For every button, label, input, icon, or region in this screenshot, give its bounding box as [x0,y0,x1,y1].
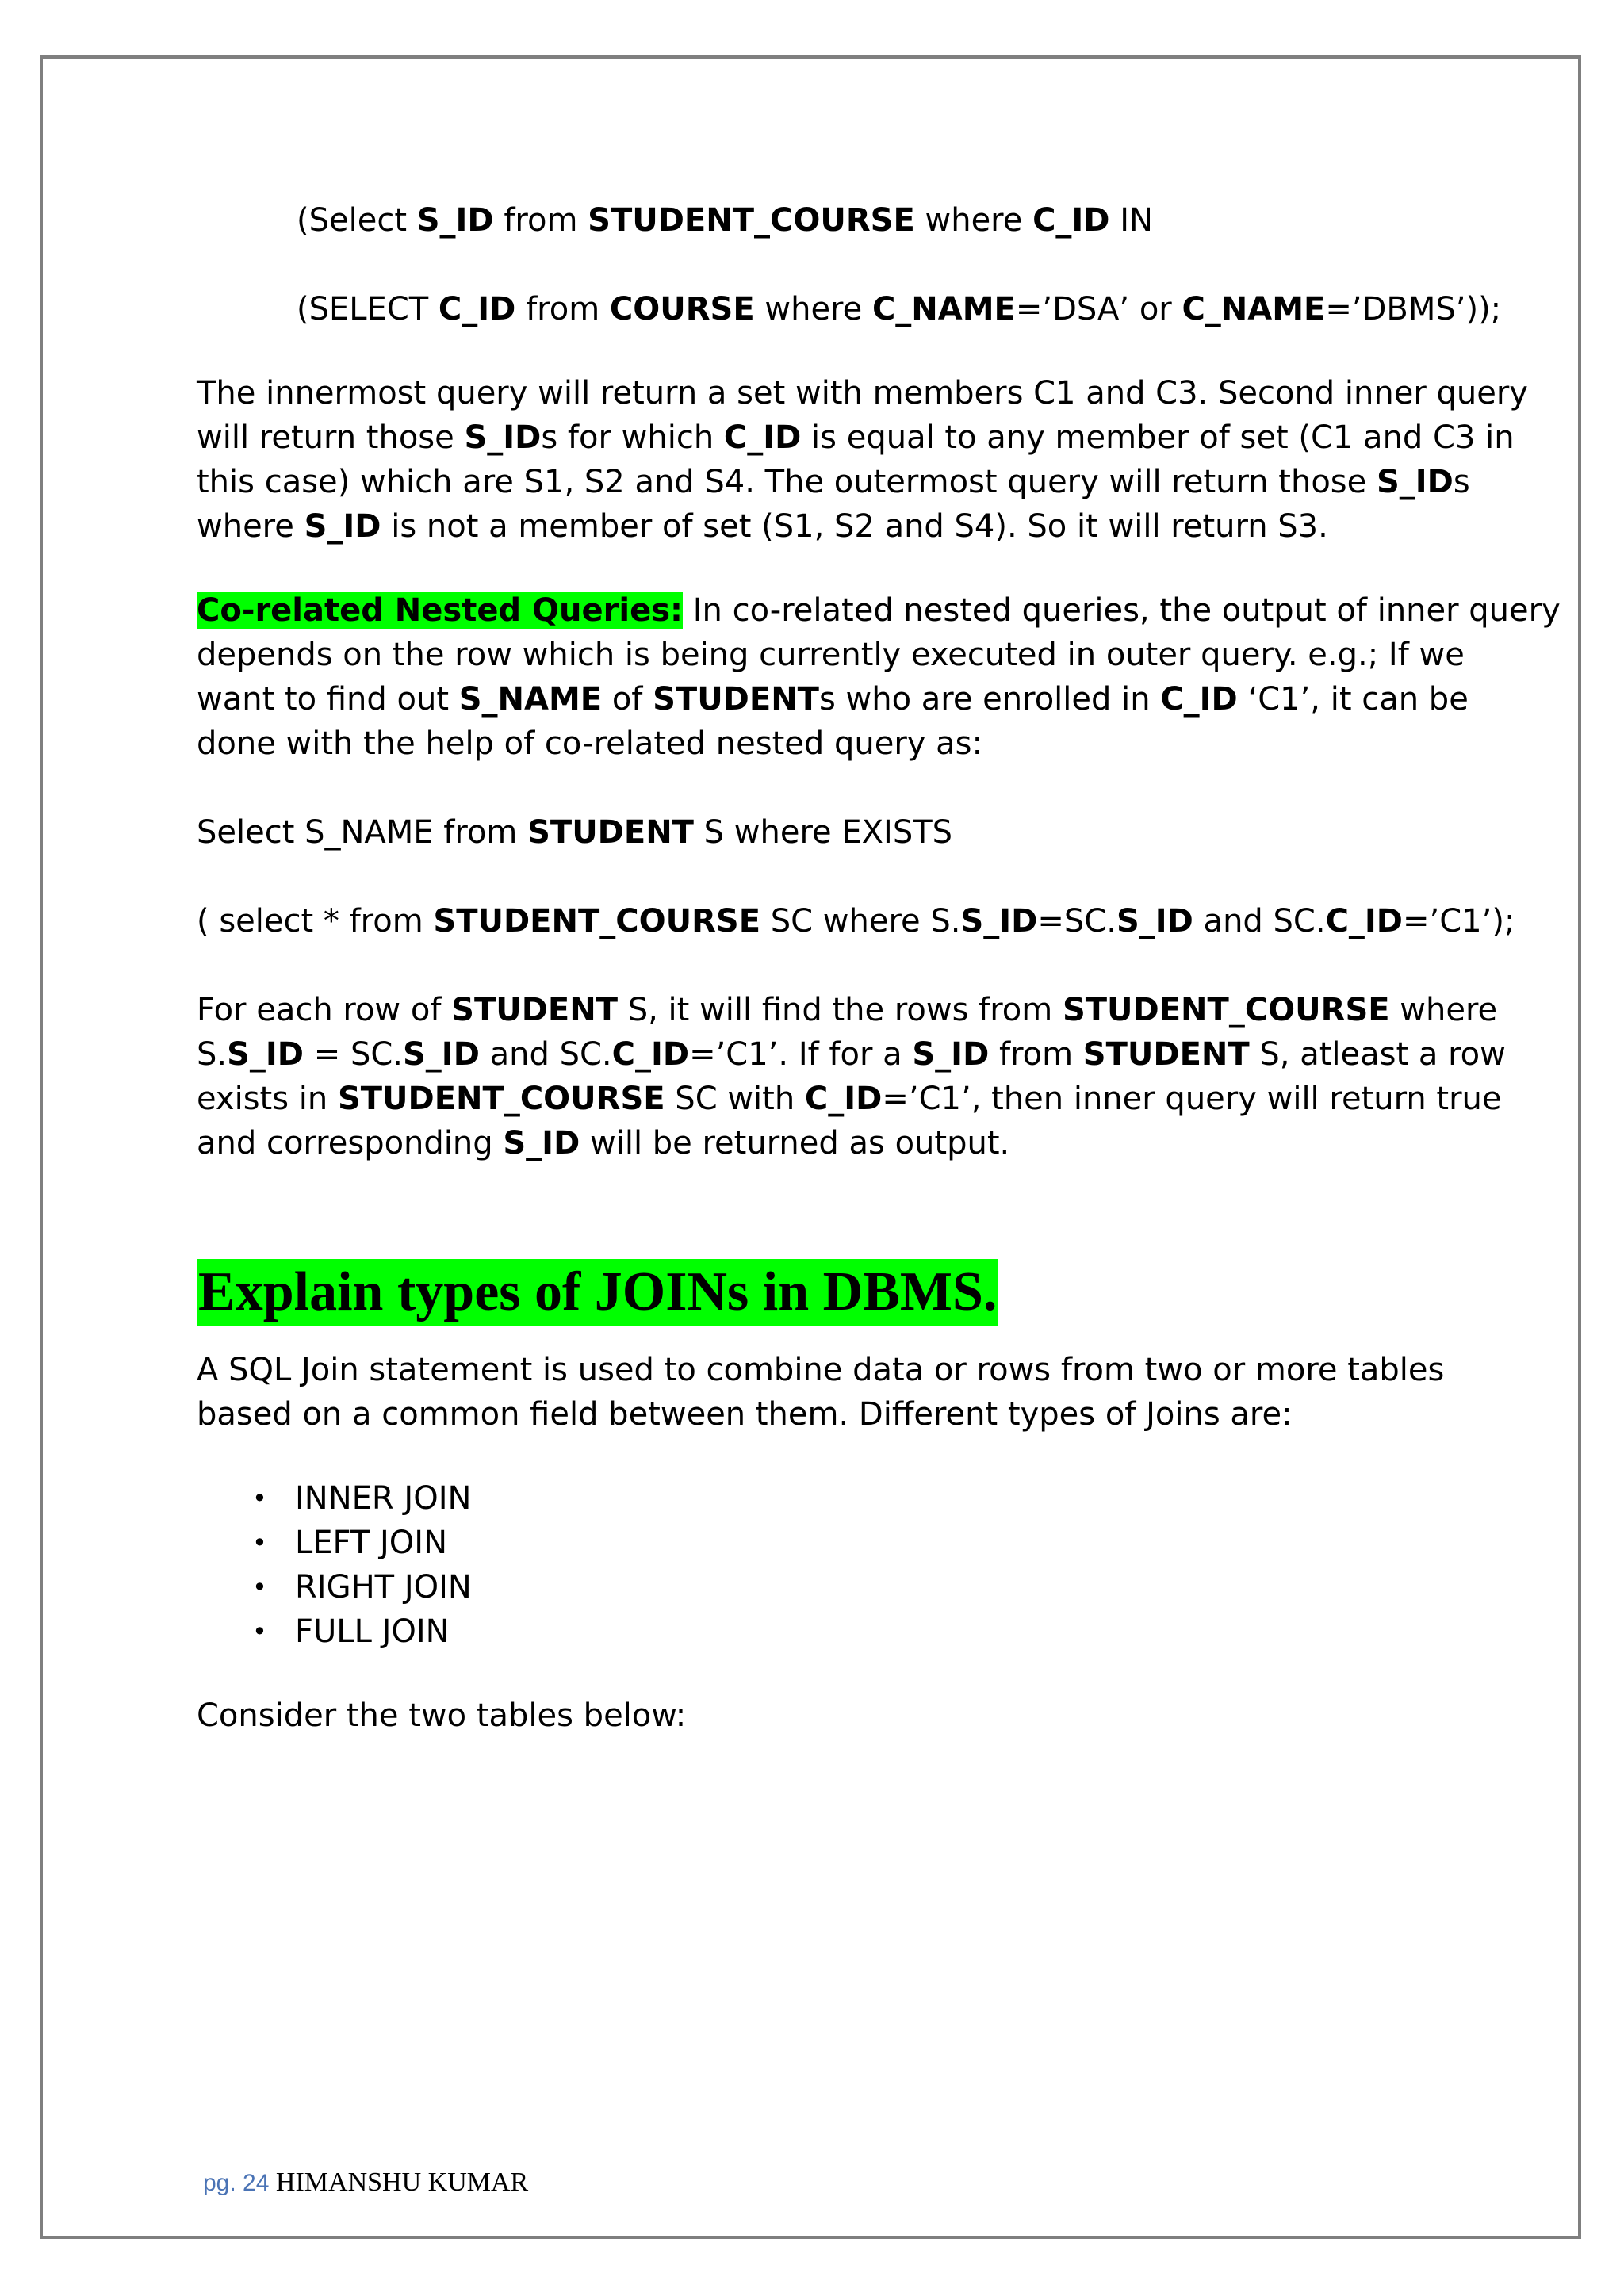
bullet-icon: • [252,1528,267,1558]
text: COURSE [609,291,755,327]
text: STUDENT_COURSE [337,1081,665,1117]
para2-line1 [197,588,1561,633]
para4-line1: A SQL Join statement is used to combine data or rows from two or more tables [197,1352,1445,1388]
bullet-icon: • [252,1483,267,1513]
text: STUDENT [451,992,619,1028]
text: =SC. [1037,903,1116,939]
text: =’DBMS’)); [1325,291,1502,327]
para2-line3 [197,677,1469,721]
section-heading: Explain types of JOINs in DBMS. [197,1259,998,1326]
para3-line1 [197,988,1497,1032]
text: S, atleast a row [1249,1036,1506,1073]
text: S_ID [464,419,542,456]
para2-line4: done with the help of co-related nested query as: [197,725,982,762]
text: In co-related nested queries, the output of inner query [683,592,1561,629]
text: STUDENT [653,681,819,718]
text: want to find out [197,681,459,718]
text: s [1453,464,1470,500]
text: from [515,291,610,327]
text: where [914,202,1033,239]
text: SC where S. [760,903,961,939]
text: IN [1109,202,1153,239]
text: will be returned as output. [580,1125,1010,1161]
text: S_ID [912,1036,990,1073]
text: and SC. [479,1036,612,1073]
text: ( select * from [197,903,434,939]
query1-line1 [297,198,1153,243]
text: C_ID [1325,903,1404,939]
text: C_ID [438,291,516,327]
text: = SC. [304,1036,403,1073]
text: Select S_NAME from [197,814,528,851]
text: is not a member of set (S1, S2 and S4). So it will return S3. [381,508,1328,545]
query1-line2 [297,287,1501,331]
para2-line2: depends on the row which is being currently executed in outer query. e.g.; If we [197,637,1465,673]
text: S_ID [1376,464,1454,500]
text: (SELECT [297,291,439,327]
text: where [197,508,304,545]
text: (Select [297,202,417,239]
text: S_NAME [458,681,603,718]
text: STUDENT_COURSE [433,903,761,939]
text: STUDENT [527,814,694,851]
text: S_ID [304,508,381,545]
text: C_ID [1032,202,1110,239]
text: =’C1’); [1403,903,1515,939]
bullet-icon: • [252,1572,267,1602]
para5: Consider the two tables below: [197,1697,687,1734]
text: S_ID [503,1125,580,1161]
text: S. [197,1036,228,1073]
query2-line1 [197,810,952,855]
text: C_NAME [1182,291,1326,327]
text: =’C1’. If for a [689,1036,913,1073]
text: from [493,202,588,239]
list-item: LEFT JOIN [295,1525,448,1561]
text: C_ID [1160,681,1238,718]
text: C_NAME [871,291,1016,327]
text: S_ID [416,202,494,239]
text: For each row of [197,992,452,1028]
query2-line2 [197,899,1515,943]
para1-line4 [197,504,1328,549]
bullet-icon: • [252,1617,267,1647]
text: and corresponding [197,1125,504,1161]
text: S_ID [1116,903,1193,939]
para1-line1: The innermost query will return a set with members C1 and C3. Second inner query [197,375,1528,411]
text: of [602,681,653,718]
page-number: pg. 24 [203,2170,270,2196]
text: from [989,1036,1083,1073]
text: will return those [197,419,465,456]
text: =’C1’, then inner query will return true [882,1081,1502,1117]
text: s for which [541,419,724,456]
text: this case) which are S1, S2 and S4. The outermost query will return those [197,464,1377,500]
para3-line4 [197,1121,1009,1165]
text: where [1389,992,1498,1028]
text: =’DSA’ or [1015,291,1182,327]
text: C_ID [723,419,802,456]
text: where [754,291,872,327]
para4-line2: based on a common field between them. Different types of Joins are: [197,1396,1293,1433]
text: exists in [197,1081,338,1117]
text: C_ID [611,1036,690,1073]
text: SC with [665,1081,805,1117]
para3-line3 [197,1077,1502,1121]
text: STUDENT_COURSE [588,202,915,239]
para1-line3 [197,460,1470,504]
text: S_ID [227,1036,304,1073]
text: S where EXISTS [693,814,953,851]
para1-line2 [197,415,1515,460]
correlated-label: Co-related Nested Queries: [197,592,684,629]
author-name: HIMANSHU KUMAR [275,2168,529,2197]
text: STUDENT [1082,1036,1250,1073]
text: s who are enrolled in [818,681,1161,718]
text: ‘C1’, it can be [1237,681,1469,718]
text: is equal to any member of set (C1 and C3 in [801,419,1515,456]
list-item: RIGHT JOIN [295,1569,472,1605]
text: and SC. [1193,903,1326,939]
text: S_ID [960,903,1038,939]
text: S_ID [403,1036,480,1073]
list-item: INNER JOIN [295,1480,472,1517]
para3-line2 [197,1032,1506,1077]
text: S, it will find the rows from [618,992,1063,1028]
page-footer [203,2168,528,2198]
list-item: FULL JOIN [295,1613,450,1650]
text: C_ID [804,1081,883,1117]
text: STUDENT_COURSE [1062,992,1390,1028]
